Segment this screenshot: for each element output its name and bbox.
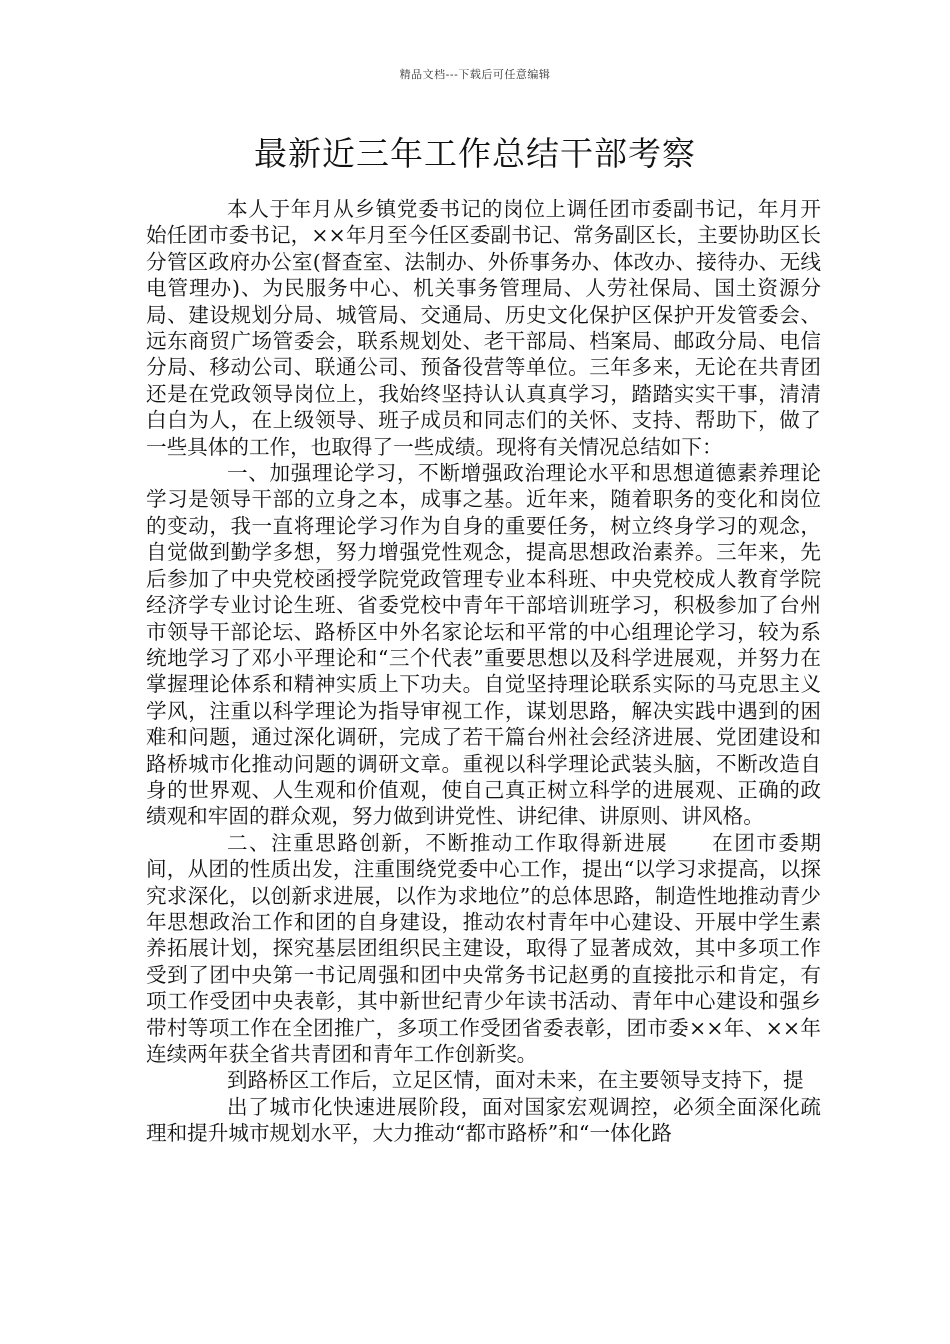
header-note: 精品文档---下载后可任意编辑 (399, 68, 551, 81)
document-body (146, 196, 821, 1147)
paragraph: 一、加强理论学习，不断增强政治理论水平和思想道德素养理论学习是领导干部的立身之本，成事之基。近年来，随着职务的变化和岗位的变动，我一直将理论学习作为自身的重要任务，树立终身学习的观念，自觉做到勤学多想，努力增强党性观念，提高思想政治素养。三年来，先后参加了中央党校函授学院党政管理专业本科班、中央党校成人教育学院经济学专业讨论生班、省委党校中青年干部培训班学习，积极参加了台州市领导干部论坛、路桥区中外名家论坛和平常的中心组理论学习，较为系统地学习了邓小平理论和“三个代表”重要思想以及科学进展观，并努力在掌握理论体系和精神实质上下功夫。自觉坚持理论联系实际的马克思主义学风，注重以科学理论为指导审视工作，谋划思路，解决实践中遇到的困难和问题，通过深化调研，完成了若干篇台州社会经济进展、党团建设和路桥城市化推动问题的调研文章。重视以科学理论武装头脑，不断改造自身的世界观、人生观和价值观，使自己真正树立科学的进展观、正确的政绩观和牢固的群众观，努力做到讲党性、讲纪律、讲原则、讲风格。 (146, 461, 821, 829)
paragraph: 二、注重思路创新，不断推动工作取得新进展 在团市委期间，从团的性质出发，注重围绕党委中心工作，提出“以学习求提高，以探究求深化，以创新求进展，以作为求地位”的总体思路，制造性地推动青少年思想政治工作和团的自身建设，推动农村青年中心建设、开展中学生素养拓展计划，探究基层团组织民主建设，取得了显著成效，其中多项工作受到了团中央第一书记周强和团中央常务书记赵勇的直接批示和肯定，有项工作受团中央表彰，其中新世纪青少年读书活动、青年中心建设和强乡带村等项工作在全团推广，多项工作受团省委表彰，团市委××年、××年连续两年获全省共青团和青年工作创新奖。 (146, 830, 821, 1066)
document-title: 最新近三年工作总结干部考察 (254, 134, 696, 173)
paragraph: 本人于年月从乡镇党委书记的岗位上调任团市委副书记，年月开始任团市委书记，××年月至今任区委副书记、常务副区长，主要协助区长分管区政府办公室(督查室、法制办、外侨事务办、体改办、接待办、无线电管理办)、为民服务中心、机关事务管理局、人劳社保局、国土资源分局、建设规划分局、城管局、交通局、历史文化保护区保护开发管委会、远东商贸广场管委会，联系规划处、老干部局、档案局、邮政分局、电信分局、移动公司、联通公司、预备役营等单位。三年多来，无论在共青团还是在党政领导岗位上，我始终坚持认认真真学习，踏踏实实干事，清清白白为人，在上级领导、班子成员和同志们的关怀、支持、帮助下，做了一些具体的工作，也取得了一些成绩。现将有关情况总结如下： (146, 197, 821, 459)
paragraph: 出了城市化快速进展阶段，面对国家宏观调控，必须全面深化疏理和提升城市规划水平，大力推动“都市路桥”和“一体化路 (146, 1094, 821, 1146)
paragraph: 到路桥区工作后，立足区情，面对未来，在主要领导支持下，提 (227, 1068, 804, 1093)
